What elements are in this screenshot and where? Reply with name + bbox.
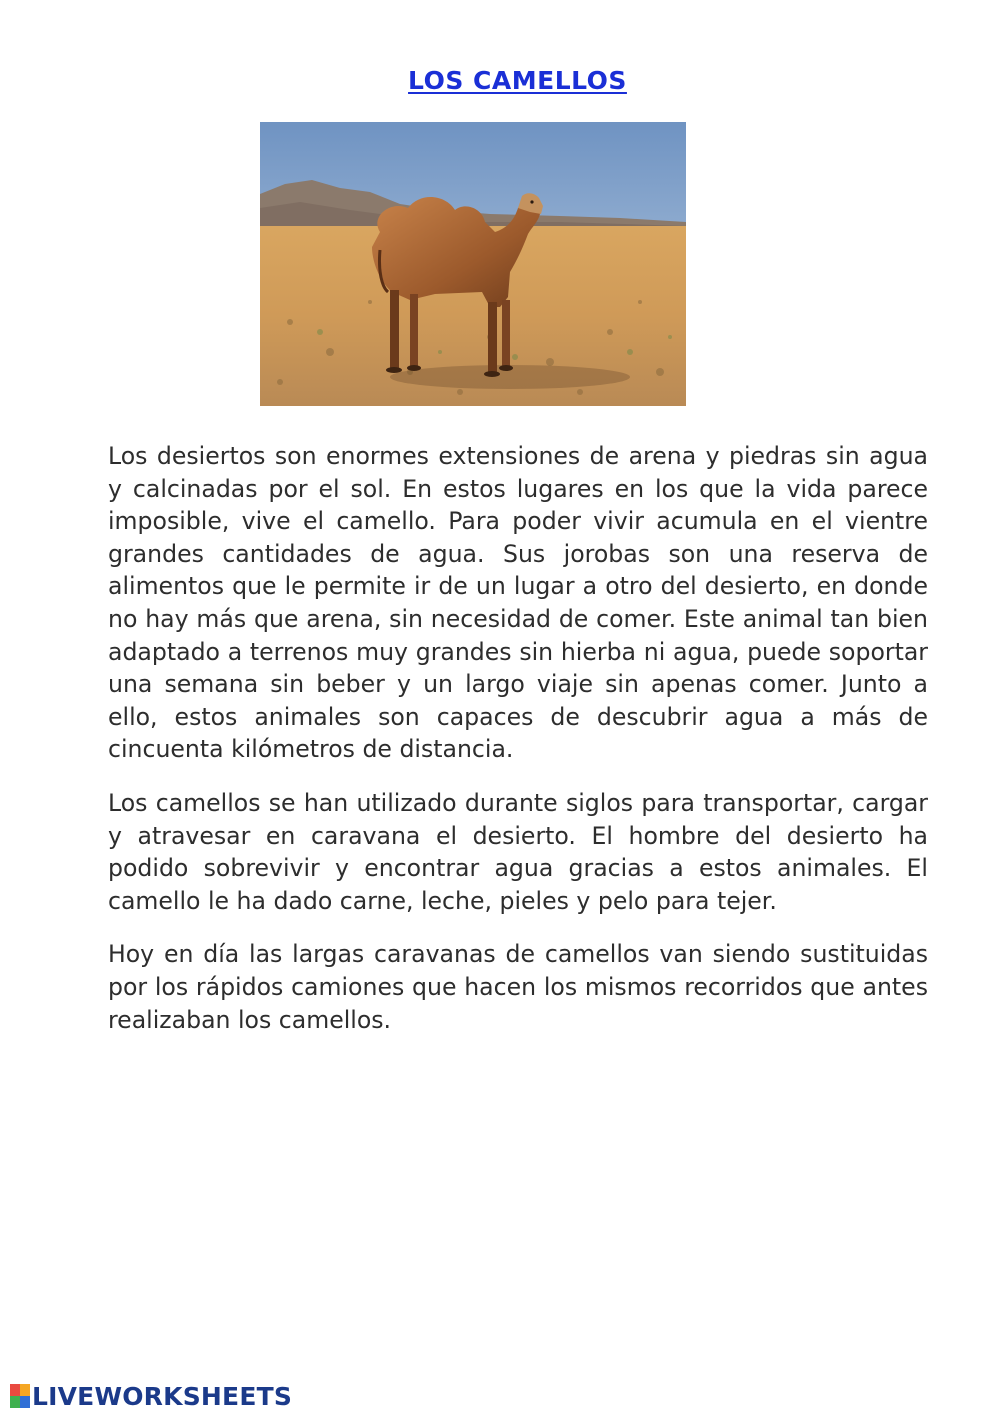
- camel-photo: [260, 122, 686, 406]
- article-body: [108, 440, 928, 1057]
- liveworksheets-logo[interactable]: [10, 1382, 292, 1410]
- paragraph: Hoy en día las largas caravanas de camellos van siendo sustituidas por los rápidos camiones que hacen los mismos recorridos que antes realizaban los camellos.: [108, 940, 928, 1034]
- paragraph: Los camellos se han utilizado durante siglos para transportar, cargar y atravesar en caravana el desierto. El hombre del desierto ha podido sobrevivir y encontrar agua gracias a estos animales. El camello le ha dado carne, leche, pieles y pelo para tejer.: [108, 788, 928, 915]
- brand-name: LIVEWORKSHEETS: [32, 1381, 293, 1411]
- liveworksheets-logo-icon: [10, 1384, 30, 1408]
- paragraph: Los desiertos son enormes extensiones de arena y piedras sin agua y calcinadas por el sol. En estos lugares en los que la vida parece imposible, vive el camello. Para poder vivir acumula en el vientre grandes cantidades de agua. Sus jorobas son una reserva de alimentos que le permite ir de un lugar a otro del desierto, en donde no hay más que arena, sin necesidad de comer. Este animal tan bien adaptado a terrenos muy grandes sin hierba ni agua, puede soportar una semana sin beber y un largo viaje sin apenas comer. Junto a ello, estos animales son capaces de descubrir agua a más de cincuenta kilómetros de distancia.: [108, 442, 928, 764]
- page-title[interactable]: LOS CAMELLOS: [408, 66, 627, 95]
- camel-illustration: [260, 122, 686, 406]
